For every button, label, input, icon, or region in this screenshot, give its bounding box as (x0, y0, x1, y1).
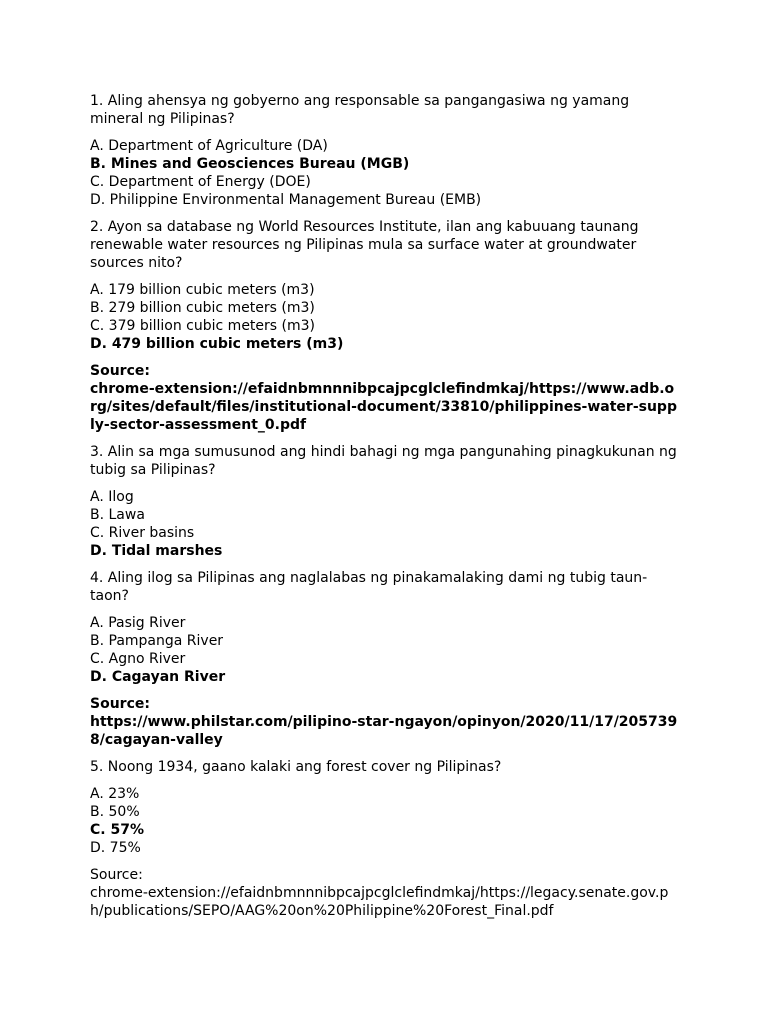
option-b: B. Lawa (90, 507, 145, 523)
source-label: Source: (90, 867, 143, 883)
option-c: C. Agno River (90, 651, 186, 667)
option-b: B. 50% (90, 804, 140, 820)
option-d-correct: D. Tidal marshes (90, 543, 223, 559)
option-d-correct: D. 479 billion cubic meters (m3) (90, 336, 344, 352)
option-a: A. Pasig River (90, 615, 186, 631)
source-link[interactable]: chrome-extension://efaidnbmnnnibpcajpcglclefindmkaj/https://legacy.senate.gov.ph/publications/SEPO/AAG%20on%20Philippine%20Forest_Final.pdf (90, 885, 669, 919)
question-text: 4. Aling ilog sa Pilipinas ang naglalabas ng pinakamalaking dami ng tubig taun-taon? (90, 570, 648, 604)
question-block (90, 218, 680, 434)
options-list (90, 488, 680, 560)
options-list (90, 281, 680, 353)
options-list (90, 614, 680, 686)
option-b-correct: B. Mines and Geosciences Bureau (MGB) (90, 156, 410, 172)
question-block (90, 443, 680, 560)
question-text: 3. Alin sa mga sumusunod ang hindi bahagi ng mga pangunahing pinagkukunan ng tubig sa Pilipinas? (90, 444, 677, 478)
option-a: A. 23% (90, 786, 140, 802)
options-list (90, 137, 680, 209)
option-c: C. Department of Energy (DOE) (90, 174, 311, 190)
source-label: Source: (90, 363, 150, 379)
document-page (90, 92, 680, 929)
option-d: D. 75% (90, 840, 141, 856)
question-text: 2. Ayon sa database ng World Resources Institute, ilan ang kabuuang taunang renewable water resources ng Pilipinas mula sa surface water at groundwater sources nito? (90, 219, 639, 271)
option-a: A. Department of Agriculture (DA) (90, 138, 328, 154)
source-citation (90, 362, 680, 434)
option-c: C. River basins (90, 525, 195, 541)
question-block (90, 758, 680, 920)
options-list (90, 785, 680, 857)
option-a: A. 179 billion cubic meters (m3) (90, 282, 315, 298)
option-c-correct: C. 57% (90, 822, 144, 838)
question-block (90, 569, 680, 749)
source-link[interactable]: chrome-extension://efaidnbmnnnibpcajpcglclefindmkaj/https://www.adb.org/sites/default/files/institutional-document/33810/philippines-water-supply-sector-assessment_0.pdf (90, 381, 677, 433)
source-label: Source: (90, 696, 150, 712)
option-c: C. 379 billion cubic meters (m3) (90, 318, 315, 334)
question-block (90, 92, 680, 209)
question-text: 5. Noong 1934, gaano kalaki ang forest cover ng Pilipinas? (90, 759, 502, 775)
source-citation (90, 866, 680, 920)
option-d: D. Philippine Environmental Management Bureau (EMB) (90, 192, 482, 208)
option-b: B. 279 billion cubic meters (m3) (90, 300, 315, 316)
question-text: 1. Aling ahensya ng gobyerno ang responsable sa pangangasiwa ng yamang mineral ng Pilipinas? (90, 93, 630, 127)
source-link[interactable]: https://www.philstar.com/pilipino-star-ngayon/opinyon/2020/11/17/2057398/cagayan-valley (90, 714, 678, 748)
option-a: A. Ilog (90, 489, 134, 505)
option-b: B. Pampanga River (90, 633, 224, 649)
option-d-correct: D. Cagayan River (90, 669, 226, 685)
source-citation (90, 695, 680, 749)
